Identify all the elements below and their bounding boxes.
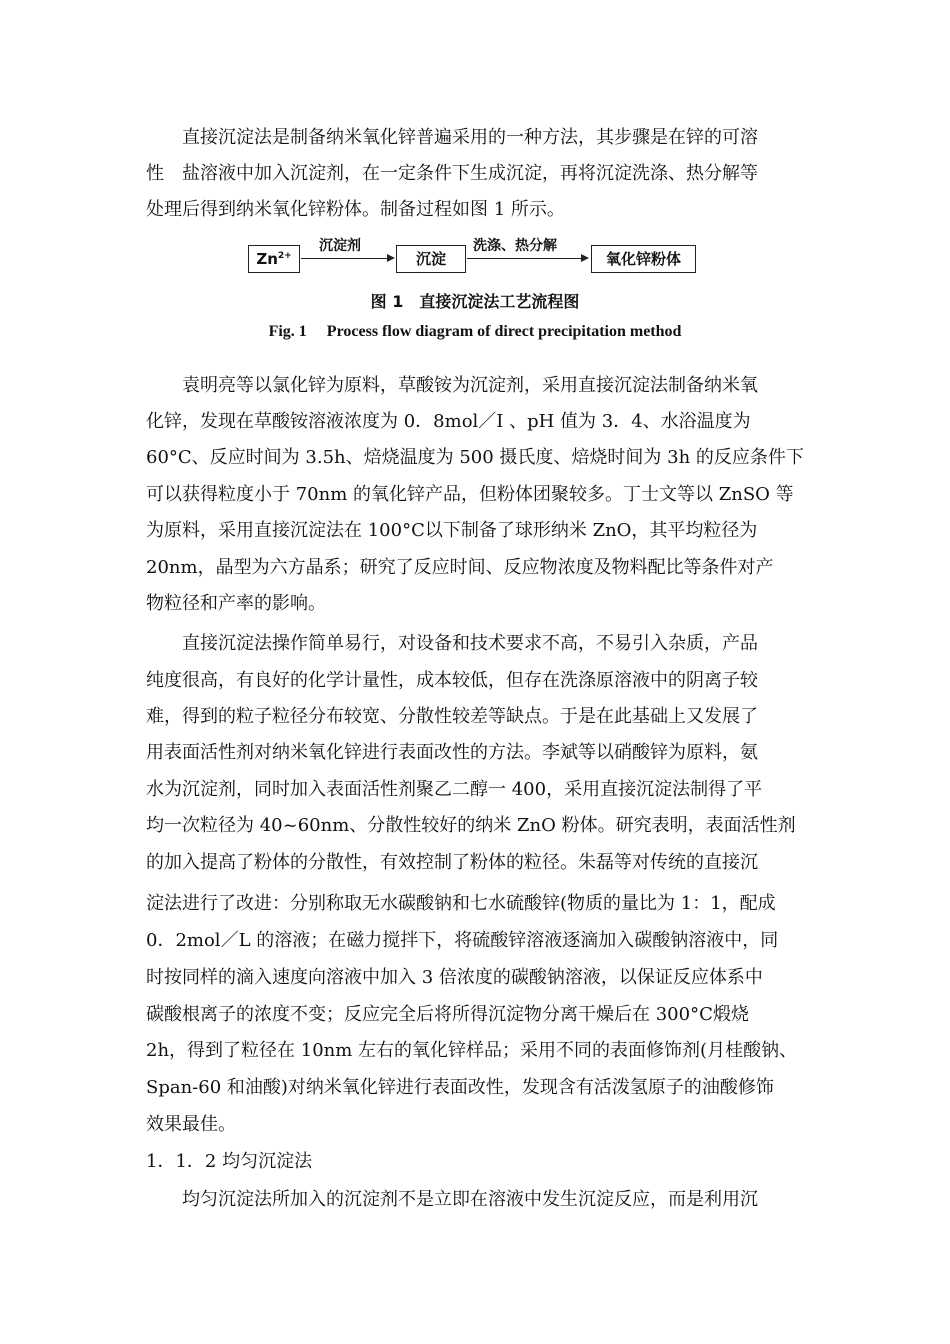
paragraph-2-line: 可以获得粒度小于 70nm 的氧化锌产品，但粉体团聚较多。丁士文等以 ZnSO 等: [146, 484, 794, 505]
arrow-precipitant: [301, 238, 393, 259]
paragraph-2-line: 物粒径和产率的影响。: [146, 593, 326, 614]
figure-caption-cn: 图 1 直接沉淀法工艺流程图: [370, 292, 580, 311]
zno-powder-box: 氧化锌粉体: [591, 245, 696, 273]
paragraph-3-line: 碳酸根离子的浓度不变；反应完全后将所得沉淀物分离干燥后在 300°C煅烧: [146, 1004, 749, 1025]
paragraph-3-line: 直接沉淀法操作简单易行，对设备和技术要求不高，不易引入杂质，产品: [182, 633, 758, 654]
figure-caption-en: Fig. 1 Process flow diagram of direct precipitation method: [268, 323, 682, 340]
paragraph-3-line: Span-60 和油酸)对纳米氧化锌进行表面改性，发现含有活泼氢原子的油酸修饰: [146, 1077, 774, 1098]
paragraph-3-line: 0．2mol／L 的溶液；在磁力搅拌下，将硫酸锌溶液逐滴加入碳酸钠溶液中，同: [146, 930, 779, 951]
zn-ion-box: [248, 245, 300, 273]
section-heading: 1．1．2 均匀沉淀法: [146, 1151, 313, 1172]
paragraph-3-line: 淀法进行了改进：分别称取无水碳酸钠和七水硫酸锌(物质的量比为 1：1，配成: [146, 893, 776, 914]
precipitant-label: 沉淀剂: [319, 238, 361, 254]
paragraph-1-line: 处理后得到纳米氧化锌粉体。制备过程如图 1 所示。: [146, 199, 565, 220]
precipitate-box: 沉淀: [396, 245, 466, 273]
paragraph-3-line: 纯度很高，有良好的化学计量性，成本较低，但存在洗涤原溶液中的阴离子较: [146, 670, 758, 691]
zn-charge: 2+: [277, 251, 292, 261]
paragraph-3-line: 的加入提高了粉体的分散性，有效控制了粉体的粒径。朱磊等对传统的直接沉: [146, 852, 758, 873]
paragraph-2-line: 20nm，晶型为六方晶系；研究了反应时间、反应物浓度及物料配比等条件对产: [146, 557, 774, 578]
arrow-wash-decompose: [467, 238, 587, 259]
paragraph-2-line: 化锌，发现在草酸铵溶液浓度为 0．8mol／I 、pH 值为 3．4、水浴温度为: [146, 411, 751, 432]
paragraph-3-line: 2h，得到了粒径在 10nm 左右的氧化锌样品；采用不同的表面修饰剂(月桂酸钠、: [146, 1040, 798, 1061]
paragraph-1-line: 直接沉淀法是制备纳米氧化锌普遍采用的一种方法，其步骤是在锌的可溶: [182, 127, 758, 148]
paragraph-3-line: 用表面活性剂对纳米氧化锌进行表面改性的方法。李斌等以硝酸锌为原料，氨: [146, 742, 758, 763]
paragraph-2-line: 为原料，采用直接沉淀法在 100°C以下制备了球形纳米 ZnO，其平均粒径为: [146, 520, 758, 541]
paragraph-3-line: 难，得到的粒子粒径分布较宽、分散性较差等缺点。于是在此基础上又发展了: [146, 706, 758, 727]
paragraph-3-line: 均一次粒径为 40~60nm、分散性较好的纳米 ZnO 粉体。研究表明，表面活性剂: [146, 815, 796, 836]
wash-decompose-label: 洗涤、热分解: [473, 238, 557, 254]
paragraph-2-line: 60°C、反应时间为 3.5h、焙烧温度为 500 摄氏度、焙烧时间为 3h 的反应条件下: [146, 447, 804, 468]
paragraph-3-line: 时按同样的滴入速度向溶液中加入 3 倍浓度的碳酸钠溶液，以保证反应体系中: [146, 967, 763, 988]
paragraph-2-line: 袁明亮等以氯化锌为原料，草酸铵为沉淀剂，采用直接沉淀法制备纳米氧: [182, 375, 758, 396]
paragraph-3-line: 水为沉淀剂，同时加入表面活性剂聚乙二醇一 400，采用直接沉淀法制得了平: [146, 779, 763, 800]
paragraph-1-line: 性 盐溶液中加入沉淀剂，在一定条件下生成沉淀，再将沉淀洗涤、热分解等: [146, 163, 758, 184]
paragraph-4-line: 均匀沉淀法所加入的沉淀剂不是立即在溶液中发生沉淀反应，而是利用沉: [182, 1189, 758, 1210]
process-flow-diagram: [246, 238, 706, 282]
paragraph-3-line: 效果最佳。: [146, 1114, 236, 1135]
zn-label: Zn: [256, 250, 278, 268]
